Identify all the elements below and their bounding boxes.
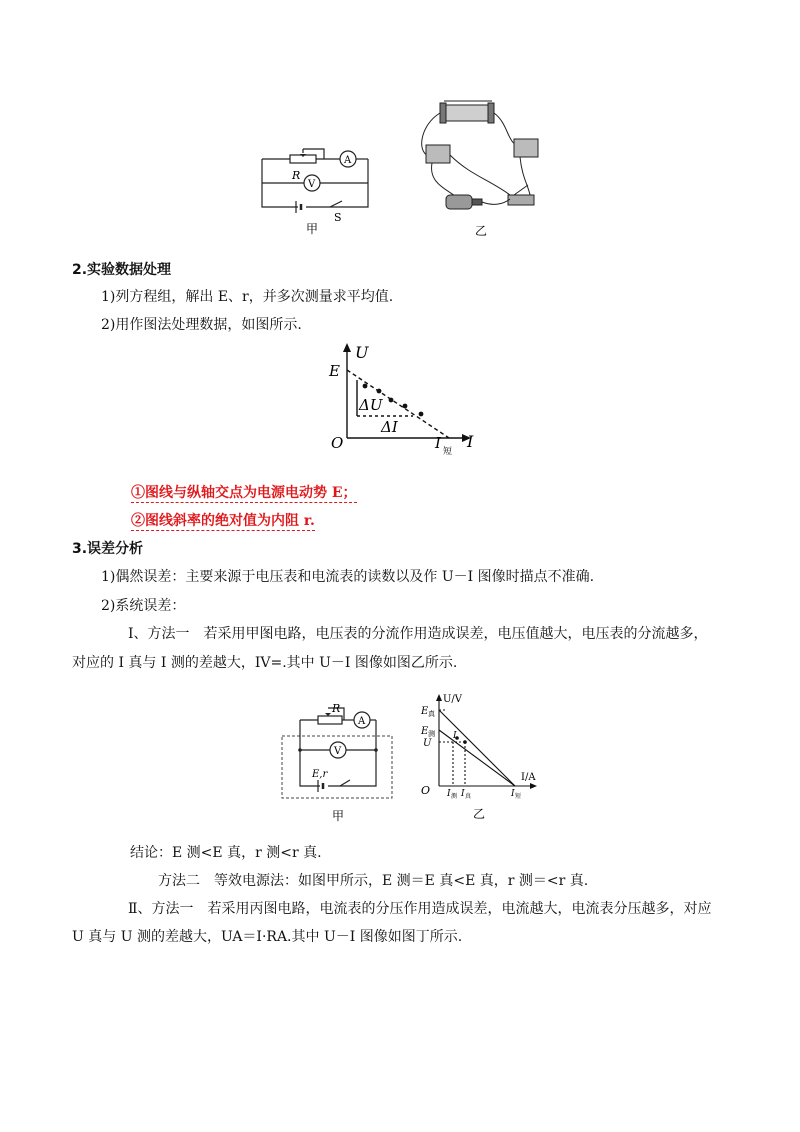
- label-Er: E,r: [312, 769, 328, 780]
- data-point: [389, 398, 394, 403]
- e-meas-sub: 测: [428, 730, 435, 738]
- label-i-short: I: [435, 434, 441, 452]
- e-meas-label: E: [421, 726, 429, 737]
- method-1-line-1: Ⅰ、方法一 若采用甲图电路，电压表的分流作用造成误差，电压值越大，电压表的分流越多，: [128, 626, 708, 642]
- u-i-graph: [325, 340, 485, 465]
- origin2-label: O: [421, 784, 431, 797]
- label-S: S: [334, 211, 342, 224]
- method-2: 方法二 等效电源法：如图甲所示，E 测＝E 真<E 真，r 测＝<r 真.: [158, 873, 589, 889]
- axis2-label-i: I/A: [521, 772, 536, 783]
- method-3-line-2: U 真与 U 测的差越大，UA＝I·RA.其中 U－I 图像如图丁所示.: [72, 929, 463, 945]
- circuit-diagram-top: [250, 145, 380, 235]
- note-slope-text: ②图线斜率的绝对值为内阻 r.: [131, 513, 315, 529]
- u-label: U: [423, 738, 432, 749]
- label-delta-u: ΔU: [359, 396, 383, 414]
- circuit-diagram-jia: [278, 698, 398, 823]
- method-3-line-1: Ⅱ、方法一 若采用丙图电路，电流表的分压作用造成误差，电流越大，电流表分压越多，对应: [128, 901, 712, 917]
- i-short2-label: I: [511, 789, 515, 799]
- section-2-heading: 2.实验数据处理: [72, 262, 172, 278]
- conclusion: 结论：E 测<E 真，r 测<r 真.: [130, 845, 322, 861]
- section-2-item-1: 1)列方程组，解出 E、r，并多次测量求平均值.: [101, 289, 394, 305]
- caption-jia-top: 甲: [306, 222, 319, 235]
- section-3-item-2: 2)系统误差：: [101, 598, 186, 614]
- i-short2-sub: 短: [515, 793, 522, 800]
- label-e: E: [329, 362, 340, 380]
- origin-label: O: [331, 434, 344, 452]
- note-intercept: [131, 483, 357, 503]
- label-delta-i: ΔI: [381, 418, 398, 436]
- caption-jia-2: 甲: [332, 809, 345, 823]
- data-point: [403, 404, 408, 409]
- label-V: V: [308, 179, 316, 190]
- e-true-label: E: [421, 706, 429, 717]
- u-i-graph-error: [415, 692, 545, 824]
- i-true-label: I: [461, 789, 465, 799]
- note-slope: [131, 511, 315, 531]
- e-true-sub: 真: [428, 710, 435, 718]
- data-point: [363, 384, 368, 389]
- i-meas-label: I: [447, 789, 451, 799]
- method-1-line-2: 对应的 I 真与 I 测的差越大，IV=.其中 U－I 图像如图乙所示.: [72, 655, 458, 671]
- caption-yi-top: 乙: [475, 224, 488, 238]
- i-label: I: [453, 731, 457, 741]
- data-point: [377, 389, 382, 394]
- caption-yi-2: 乙: [473, 807, 486, 821]
- label-R: R: [292, 169, 301, 182]
- section-2-item-2: 2)用作图法处理数据，如图所示.: [101, 317, 302, 333]
- note-intercept-text: ①图线与纵轴交点为电源电动势 E；: [131, 485, 357, 501]
- section-3-item-1: 1)偶然误差：主要来源于电压表和电流表的读数以及作 U－I 图像时描点不准确.: [101, 569, 595, 585]
- label-i-short-sub: 短: [443, 447, 453, 457]
- section-3-heading: 3.误差分析: [72, 541, 144, 557]
- i-meas-sub: 测: [451, 793, 458, 800]
- label-A2: A: [358, 716, 366, 727]
- axis-label-u: U: [355, 343, 369, 362]
- label-R2: R: [332, 702, 341, 715]
- i-true-sub: 真: [465, 793, 472, 800]
- axis2-label-u: U/V: [443, 694, 463, 705]
- data-point: [419, 412, 424, 417]
- label-A: A: [344, 155, 352, 166]
- apparatus-illustration: [410, 95, 550, 240]
- axis-label-i: I: [467, 432, 474, 451]
- label-V2: V: [334, 746, 342, 757]
